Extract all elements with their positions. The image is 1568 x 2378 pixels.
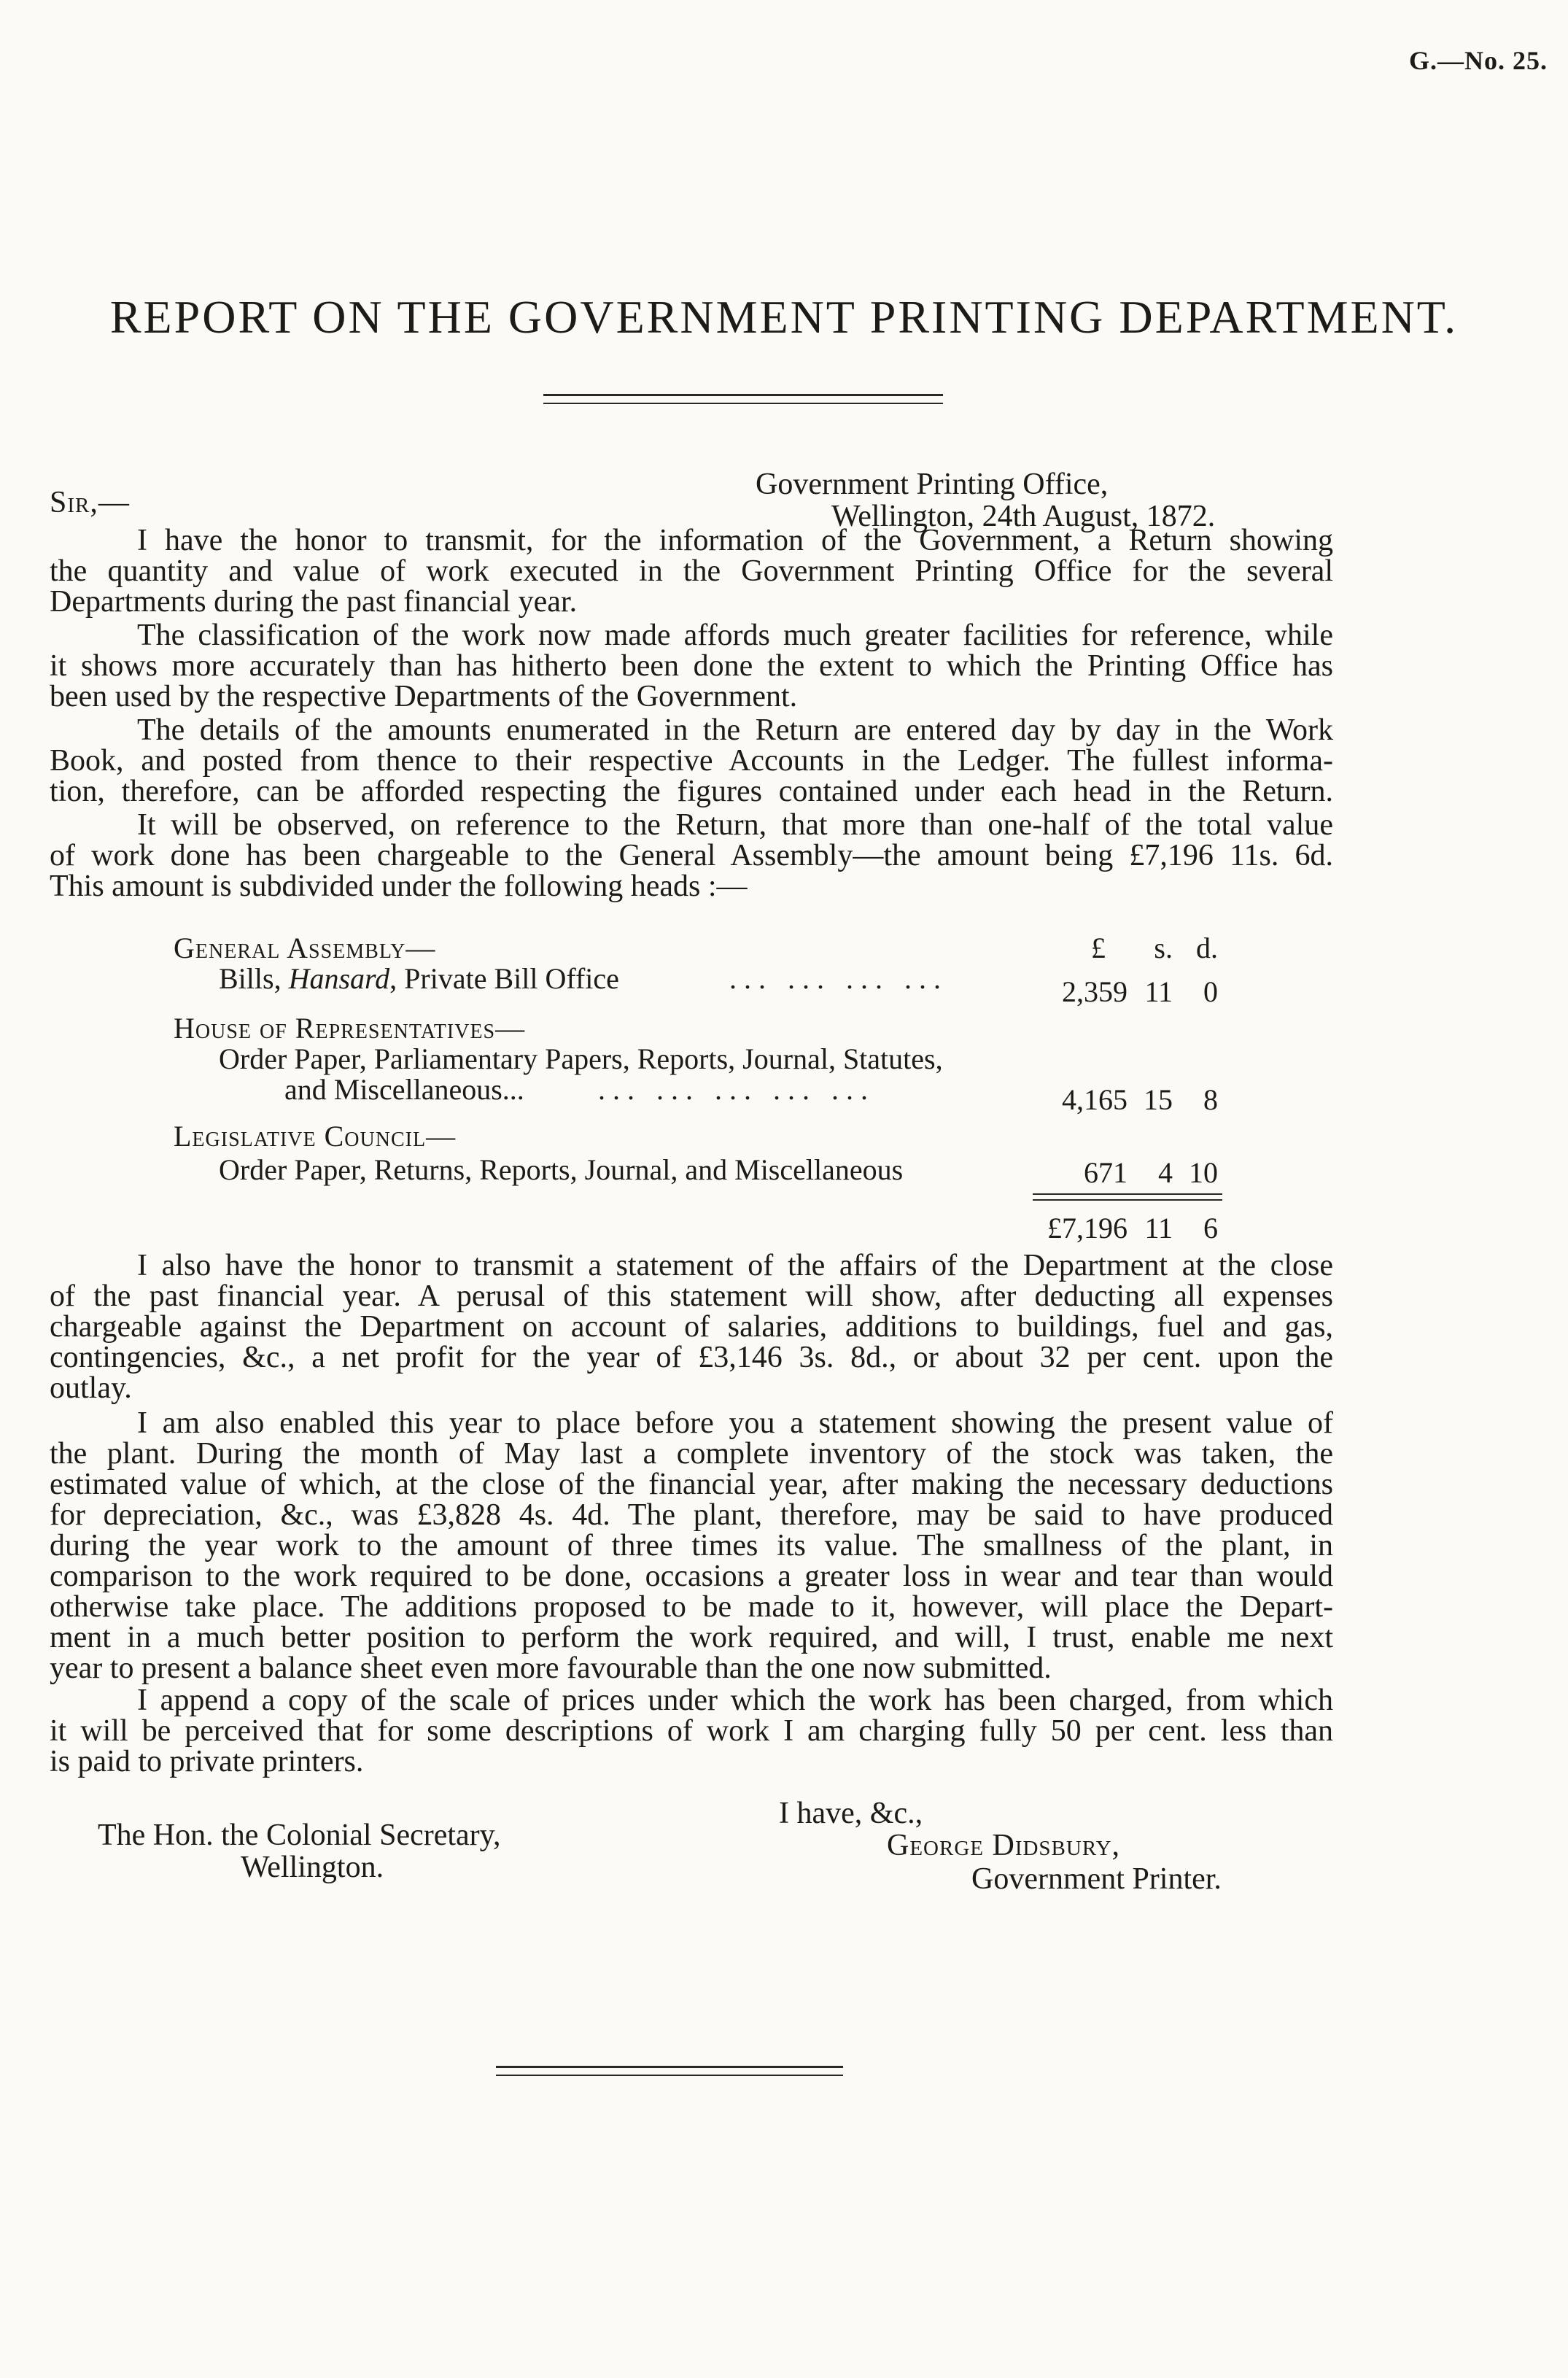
amount-pence: 8 — [1203, 1083, 1218, 1116]
total-shillings: 11 — [1144, 1212, 1173, 1244]
paragraph-7 — [50, 1685, 1333, 1777]
amount-pounds: 671 — [1084, 1156, 1128, 1189]
leader-dots: ... ... ... ... ... — [598, 1073, 875, 1106]
section-heading: Legislative Council— — [174, 1120, 457, 1153]
paragraph-line: comparison to the work required to be done, occasions a greater loss in wear and tear than would — [50, 1560, 1333, 1593]
paragraph-line: during the year work to the amount of three times its value. The smallness of the plant, in — [50, 1529, 1333, 1562]
footer-divider-lower — [496, 2075, 843, 2076]
paragraph-line: year to present a balance sheet even more favourable than the one now submitted. — [50, 1651, 1052, 1685]
paragraph-line: The details of the amounts enumerated in the Return are entered day by day in the Work — [137, 713, 1333, 747]
paragraph-line: it will be perceived that for some descriptions of work I am charging fully 50 per cent. less than — [50, 1714, 1333, 1748]
paragraph-line: I am also enabled this year to place before you a statement showing the present value of — [137, 1406, 1333, 1440]
amount-shillings: 4 — [1158, 1156, 1173, 1189]
paragraph-line: the quantity and value of work executed in the Government Printing Office for the several — [50, 554, 1333, 588]
leader-dots: ... ... ... ... — [729, 962, 948, 995]
section-heading: General Assembly— — [174, 932, 436, 964]
paragraph-line: I append a copy of the scale of prices under which the work has been charged, from which — [137, 1684, 1333, 1717]
sender-address-line2: Wellington, 24th August, 1872. — [831, 500, 1216, 533]
paragraph-line: the plant. During the month of May last a complete inventory of the stock was taken, the — [50, 1437, 1333, 1471]
paragraph-line: of the past financial year. A perusal of this statement will show, after deducting all expenses — [50, 1279, 1333, 1313]
paragraph-line: is paid to private printers. — [50, 1745, 364, 1778]
paragraph-line: of work done has been chargeable to the General Assembly—the amount being £7,196 11s. 6d. — [50, 839, 1333, 872]
page-title: REPORT ON THE GOVERNMENT PRINTING DEPARTMENT. — [109, 291, 1459, 343]
addressee-line1: The Hon. the Colonial Secretary, — [98, 1819, 501, 1852]
column-header-pence: d. — [1196, 932, 1218, 964]
sender-address-line1: Government Printing Office, — [756, 468, 1109, 501]
paragraph-line: chargeable against the Department on account of salaries, additions to buildings, fuel and gas, — [50, 1310, 1333, 1344]
paragraph-line: ment in a much better position to perform the work required, and will, I trust, enable me next — [50, 1621, 1333, 1654]
paragraph-6 — [50, 1408, 1333, 1684]
section-line: and Miscellaneous... — [284, 1073, 524, 1106]
amount-shillings: 11 — [1144, 975, 1173, 1008]
section-line: Bills, Hansard, Private Bill Office — [219, 962, 619, 995]
addressee-line2: Wellington. — [241, 1851, 384, 1884]
footer-divider — [496, 2066, 843, 2068]
amount-pounds: 2,359 — [1062, 975, 1128, 1008]
paragraph-line: This amount is subdivided under the following heads :— — [50, 870, 748, 903]
section-line: Order Paper, Parliamentary Papers, Reports, Journal, Statutes, — [219, 1042, 943, 1075]
paragraph-line: estimated value of which, at the close of the financial year, after making the necessary deductions — [50, 1468, 1333, 1501]
amount-pounds: 4,165 — [1062, 1083, 1128, 1116]
signatory-name: George Didsbury, — [887, 1829, 1121, 1862]
paragraph-line: I also have the honor to transmit a statement of the affairs of the Department at the close — [137, 1249, 1333, 1282]
closing: I have, &c., — [779, 1797, 923, 1830]
salutation: Sir,— — [50, 486, 130, 519]
column-header-pounds: £ — [1091, 932, 1106, 964]
paragraph-line: otherwise take place. The additions proposed to be made to it, however, will place the Depart- — [50, 1590, 1333, 1624]
paragraph-line: Departments during the past financial year. — [50, 585, 578, 619]
section-heading: House of Representatives— — [174, 1012, 526, 1045]
total-pence: 6 — [1203, 1212, 1218, 1244]
total-rule — [1033, 1193, 1222, 1195]
document-reference: G.—No. 25. — [1409, 46, 1548, 75]
section-line: Order Paper, Returns, Reports, Journal, and Miscellaneous — [219, 1153, 904, 1186]
paragraph-5 — [50, 1250, 1333, 1403]
paragraph-line: outlay. — [50, 1371, 132, 1405]
paragraph-line: The classification of the work now made affords much greater facilities for reference, while — [137, 619, 1333, 652]
paragraph-line: it shows more accurately than has hitherto been done the extent to which the Printing Office has — [50, 649, 1333, 683]
paragraph-line: contingencies, &c., a net profit for the year of £3,146 3s. 8d., or about 32 per cent. upon the — [50, 1341, 1333, 1374]
paragraph-line: Book, and posted from thence to their respective Accounts in the Ledger. The fullest informa- — [50, 744, 1333, 778]
total-pounds: £7,196 — [1047, 1212, 1128, 1244]
total-rule-lower — [1033, 1199, 1222, 1201]
paragraph-line: for depreciation, &c., was £3,828 4s. 4d. The plant, therefore, may be said to have produced — [50, 1498, 1333, 1532]
paragraph-line: been used by the respective Departments of the Government. — [50, 680, 798, 713]
paragraph-line: It will be observed, on reference to the Return, that more than one-half of the total value — [137, 808, 1333, 842]
column-header-shillings: s. — [1154, 932, 1173, 964]
amount-pence: 10 — [1189, 1156, 1218, 1189]
paragraph-line: I have the honor to transmit, for the information of the Government, a Return showing — [137, 524, 1333, 557]
signatory-title: Government Printer. — [971, 1862, 1222, 1896]
amount-pence: 0 — [1203, 975, 1218, 1008]
paragraph-line: tion, therefore, can be afforded respecting the figures contained under each head in the Return. — [50, 775, 1333, 808]
amount-shillings: 15 — [1144, 1083, 1173, 1116]
